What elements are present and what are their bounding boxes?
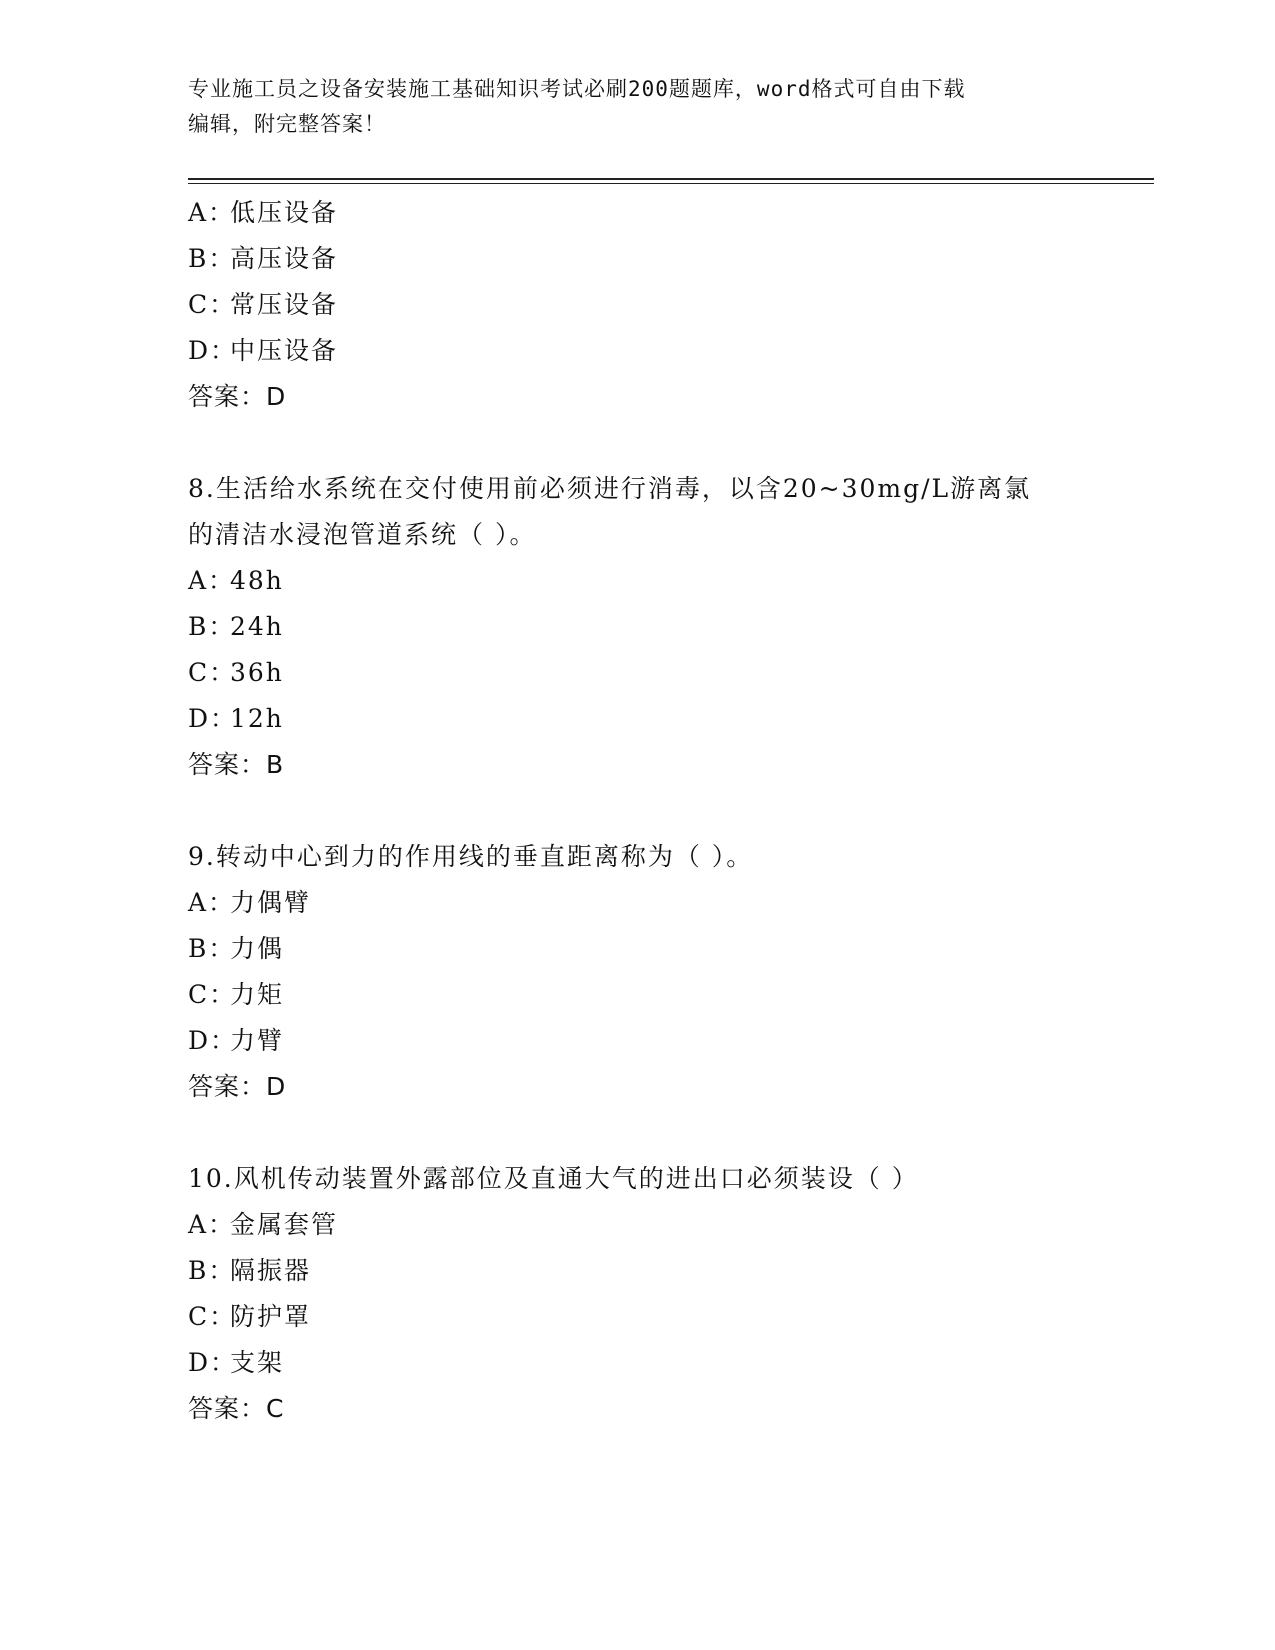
option-label: B： bbox=[188, 1256, 236, 1285]
option-label: D： bbox=[188, 1348, 238, 1377]
question-block-10 bbox=[188, 1156, 1154, 1432]
option-text: 36h bbox=[230, 658, 284, 687]
question-block-7 bbox=[188, 190, 1154, 420]
option-text: 低压设备 bbox=[230, 198, 339, 227]
option-a bbox=[188, 190, 1154, 236]
option-label: C： bbox=[188, 1302, 237, 1331]
option-label: A： bbox=[188, 1210, 236, 1239]
spacer bbox=[188, 1110, 1154, 1156]
answer-line: 答案：D bbox=[188, 1072, 287, 1101]
option-d bbox=[188, 1018, 1154, 1064]
option-d bbox=[188, 328, 1154, 374]
option-b bbox=[188, 1248, 1154, 1294]
option-text: 中压设备 bbox=[230, 336, 339, 365]
option-label: B： bbox=[188, 612, 236, 641]
option-label: C： bbox=[188, 980, 237, 1009]
question-text-line-2: 的清洁水浸泡管道系统（ ）。 bbox=[188, 520, 537, 549]
header-line-2: 编辑，附完整答案！ bbox=[188, 112, 386, 136]
option-text: 力臂 bbox=[230, 1026, 285, 1055]
option-a bbox=[188, 880, 1154, 926]
option-b bbox=[188, 604, 1154, 650]
option-text: 力偶臂 bbox=[230, 888, 312, 917]
option-label: D： bbox=[188, 336, 238, 365]
option-text: 防护罩 bbox=[230, 1302, 312, 1331]
header-divider-thin bbox=[188, 183, 1154, 184]
header-divider bbox=[188, 178, 1154, 180]
option-label: A： bbox=[188, 888, 236, 917]
question-text-line-1: 9.转动中心到力的作用线的垂直距离称为（ ）。 bbox=[188, 842, 754, 871]
option-c bbox=[188, 972, 1154, 1018]
option-d bbox=[188, 1340, 1154, 1386]
option-label: A： bbox=[188, 566, 236, 595]
option-label: C： bbox=[188, 658, 237, 687]
option-c bbox=[188, 650, 1154, 696]
option-text: 金属套管 bbox=[230, 1210, 339, 1239]
spacer bbox=[188, 420, 1154, 466]
option-text: 常压设备 bbox=[230, 290, 339, 319]
question-list bbox=[188, 190, 1154, 1432]
answer-line: 答案：D bbox=[188, 382, 287, 411]
option-label: D： bbox=[188, 704, 238, 733]
option-label: A： bbox=[188, 198, 236, 227]
option-label: C： bbox=[188, 290, 237, 319]
option-c bbox=[188, 1294, 1154, 1340]
question-text-line-1: 10.风机传动装置外露部位及直通大气的进出口必须装设（ ） bbox=[188, 1164, 919, 1193]
option-text: 24h bbox=[230, 612, 284, 641]
question-block-8 bbox=[188, 466, 1154, 788]
option-text: 隔振器 bbox=[230, 1256, 312, 1285]
document-header bbox=[188, 72, 1068, 142]
option-b bbox=[188, 236, 1154, 282]
option-text: 支架 bbox=[230, 1348, 285, 1377]
option-text: 高压设备 bbox=[230, 244, 339, 273]
option-text: 12h bbox=[230, 704, 284, 733]
question-text-line-1: 8.生活给水系统在交付使用前必须进行消毒，以含20~30mg/L游离氯 bbox=[188, 474, 1032, 503]
option-label: D： bbox=[188, 1026, 238, 1055]
header-line-1: 专业施工员之设备安装施工基础知识考试必刷200题题库，word格式可自由下载 bbox=[188, 77, 966, 101]
option-a bbox=[188, 1202, 1154, 1248]
option-c bbox=[188, 282, 1154, 328]
answer-line: 答案：B bbox=[188, 750, 285, 779]
question-block-9 bbox=[188, 834, 1154, 1110]
option-d bbox=[188, 696, 1154, 742]
option-b bbox=[188, 926, 1154, 972]
option-text: 48h bbox=[230, 566, 284, 595]
spacer bbox=[188, 788, 1154, 834]
option-label: B： bbox=[188, 934, 236, 963]
option-text: 力矩 bbox=[230, 980, 285, 1009]
answer-line: 答案：C bbox=[188, 1394, 285, 1423]
option-a bbox=[188, 558, 1154, 604]
option-label: B： bbox=[188, 244, 236, 273]
option-text: 力偶 bbox=[230, 934, 285, 963]
